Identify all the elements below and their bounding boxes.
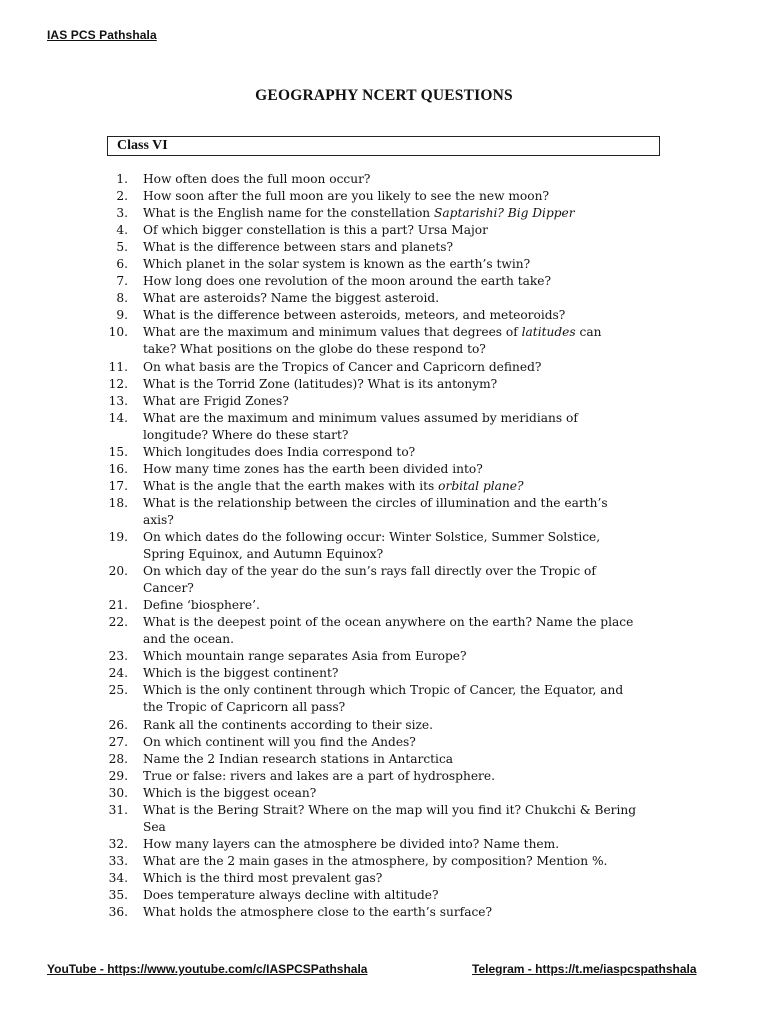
question-number: 30. bbox=[108, 785, 128, 800]
question-text-part: What is the difference between asteroids, meteors, and meteoroids? bbox=[143, 308, 566, 323]
question-text-part: What is the difference between stars and planets? bbox=[143, 240, 454, 255]
question-number: 32. bbox=[108, 836, 128, 851]
question-text bbox=[143, 240, 453, 254]
question-item bbox=[0, 290, 638, 307]
question-text bbox=[143, 854, 607, 868]
question-text-part: Which mountain range separates Asia from Europe? bbox=[143, 649, 467, 664]
question-text bbox=[143, 360, 541, 374]
question-item bbox=[0, 478, 638, 495]
question-text-part: On which dates do the following occur: Winter Solstice, Summer Solstice, Spring Equinox, and Autumn Equinox? bbox=[143, 529, 601, 562]
question-number: 17. bbox=[108, 478, 128, 493]
question-text bbox=[143, 479, 524, 493]
question-text bbox=[143, 189, 549, 203]
question-item bbox=[0, 597, 638, 614]
question-text bbox=[143, 752, 453, 766]
question-item bbox=[0, 853, 638, 870]
question-text bbox=[143, 888, 439, 902]
question-number: 4. bbox=[116, 223, 128, 238]
question-item bbox=[0, 904, 638, 921]
question-text-part: What are the maximum and minimum values that degrees of bbox=[143, 325, 522, 340]
question-text-part: How soon after the full moon are you likely to see the new moon? bbox=[143, 189, 549, 204]
question-item bbox=[0, 188, 638, 205]
question-text-part: Which planet in the solar system is known as the earth’s twin? bbox=[143, 257, 531, 272]
question-text bbox=[143, 445, 415, 459]
question-text bbox=[143, 394, 289, 408]
question-text-italic: latitudes bbox=[521, 325, 576, 340]
question-item bbox=[0, 887, 638, 904]
question-number: 25. bbox=[108, 683, 128, 698]
question-text-part: What is the Torrid Zone (latitudes)? What is its antonym? bbox=[143, 376, 498, 391]
question-item bbox=[0, 222, 638, 239]
question-item bbox=[0, 461, 638, 478]
question-text bbox=[143, 223, 488, 237]
question-item bbox=[0, 171, 638, 188]
section-label: Class VI bbox=[117, 138, 168, 153]
question-text bbox=[143, 530, 600, 561]
question-number: 20. bbox=[108, 564, 128, 579]
question-item bbox=[0, 751, 638, 768]
youtube-link[interactable]: YouTube - https://www.youtube.com/c/IASPCSPathshala bbox=[47, 962, 368, 976]
question-number: 28. bbox=[108, 751, 128, 766]
question-list bbox=[0, 171, 638, 921]
question-number: 12. bbox=[108, 376, 128, 391]
question-number: 11. bbox=[108, 359, 128, 374]
question-item bbox=[0, 682, 638, 716]
question-text-italic: Saptarishi? Big Dipper bbox=[434, 206, 575, 221]
question-text-part: Name the 2 Indian research stations in Antarctica bbox=[143, 751, 454, 766]
question-text-part: What is the deepest point of the ocean anywhere on the earth? Name the place and the ocean. bbox=[143, 615, 634, 647]
question-text-part: Does temperature always decline with altitude? bbox=[143, 887, 439, 902]
question-number: 13. bbox=[108, 393, 128, 408]
question-text bbox=[143, 598, 260, 612]
question-text-part: What is the Bering Strait? Where on the map will you find it? Chukchi & Bering Sea bbox=[143, 802, 637, 834]
question-text-part: Which is the biggest ocean? bbox=[143, 785, 317, 800]
question-text bbox=[143, 837, 559, 851]
question-text bbox=[143, 496, 608, 527]
question-number: 19. bbox=[108, 529, 128, 544]
question-item bbox=[0, 239, 638, 256]
question-number: 3. bbox=[116, 206, 128, 221]
question-number: 27. bbox=[108, 734, 128, 749]
question-text-part: What is the English name for the constellation bbox=[143, 206, 435, 221]
question-number: 35. bbox=[108, 887, 128, 902]
question-text bbox=[143, 325, 601, 356]
question-number: 18. bbox=[108, 495, 128, 510]
question-text bbox=[143, 871, 382, 885]
question-item bbox=[0, 393, 638, 410]
question-text bbox=[143, 803, 636, 834]
question-number: 34. bbox=[108, 870, 128, 885]
question-number: 2. bbox=[116, 189, 128, 204]
question-text bbox=[143, 462, 483, 476]
question-number: 16. bbox=[108, 461, 128, 476]
question-text bbox=[143, 257, 530, 271]
question-item bbox=[0, 307, 638, 324]
question-text-part: What are asteroids? Name the biggest asteroid. bbox=[143, 291, 440, 306]
question-text bbox=[143, 769, 495, 783]
page-title: GEOGRAPHY NCERT QUESTIONS bbox=[255, 87, 513, 104]
question-text-part: What is the angle that the earth makes with its bbox=[143, 478, 439, 493]
question-number: 15. bbox=[108, 444, 128, 459]
question-text-part: What are Frigid Zones? bbox=[143, 393, 289, 408]
question-text-part: Rank all the continents according to their size. bbox=[143, 717, 433, 732]
question-text bbox=[143, 735, 416, 749]
question-number: 29. bbox=[108, 768, 128, 783]
question-item bbox=[0, 734, 638, 751]
question-item bbox=[0, 648, 638, 665]
question-text-part: Which longitudes does India correspond to? bbox=[143, 444, 416, 459]
question-text bbox=[143, 905, 492, 919]
question-number: 14. bbox=[108, 410, 128, 425]
question-number: 31. bbox=[108, 802, 128, 817]
question-text-part: How many layers can the atmosphere be divided into? Name them. bbox=[143, 836, 560, 851]
question-item bbox=[0, 359, 638, 376]
telegram-link[interactable]: Telegram - https://t.me/iaspcspathshala bbox=[472, 962, 697, 976]
question-number: 26. bbox=[108, 717, 128, 732]
question-text bbox=[143, 308, 565, 322]
question-text bbox=[143, 377, 497, 391]
question-item bbox=[0, 768, 638, 785]
question-text-part: On which day of the year do the sun’s rays fall directly over the Tropic of Cancer? bbox=[143, 564, 596, 596]
question-text bbox=[143, 291, 439, 305]
question-item bbox=[0, 205, 638, 222]
question-text-part: On what basis are the Tropics of Cancer and Capricorn defined? bbox=[143, 359, 542, 374]
question-text bbox=[143, 274, 551, 288]
section-header-box bbox=[107, 136, 660, 156]
question-number: 22. bbox=[108, 615, 128, 630]
question-text-part: How many time zones has the earth been divided into? bbox=[143, 461, 483, 476]
question-item bbox=[0, 563, 638, 597]
question-item bbox=[0, 785, 638, 802]
question-text-part: True or false: rivers and lakes are a part of hydrosphere. bbox=[143, 768, 495, 783]
question-number: 21. bbox=[108, 598, 128, 613]
question-text-part: How often does the full moon occur? bbox=[143, 172, 371, 186]
question-number: 23. bbox=[108, 649, 128, 664]
question-text bbox=[143, 206, 575, 220]
question-item bbox=[0, 665, 638, 682]
question-text-part: What holds the atmosphere close to the earth’s surface? bbox=[143, 905, 493, 920]
question-text bbox=[143, 564, 596, 595]
question-number: 9. bbox=[116, 308, 128, 323]
question-number: 8. bbox=[116, 291, 128, 306]
question-item bbox=[0, 410, 638, 444]
question-text-part: Which is the only continent through which Tropic of Cancer, the Equator, and the Tropic of Capricorn all pass? bbox=[143, 683, 624, 715]
question-text-part: Of which bigger constellation is this a part? Ursa Major bbox=[143, 223, 488, 238]
question-text-part: can take? What positions on the globe do these respond to? bbox=[143, 325, 602, 357]
question-item bbox=[0, 256, 638, 273]
question-item bbox=[0, 836, 638, 853]
question-text-part: Define ‘biosphere’. bbox=[143, 598, 260, 613]
question-text-part: Which is the third most prevalent gas? bbox=[143, 870, 383, 885]
question-text-part: Which is the biggest continent? bbox=[143, 666, 339, 681]
question-item bbox=[0, 495, 638, 529]
question-text bbox=[143, 666, 338, 680]
question-item bbox=[0, 444, 638, 461]
question-number: 33. bbox=[108, 853, 128, 868]
question-text-italic: orbital plane? bbox=[438, 478, 524, 493]
question-text-part: How long does one revolution of the moon around the earth take? bbox=[143, 274, 552, 289]
question-number: 5. bbox=[116, 240, 128, 255]
question-number: 10. bbox=[108, 325, 128, 340]
question-item bbox=[0, 717, 638, 734]
question-text bbox=[143, 683, 623, 714]
question-item bbox=[0, 376, 638, 393]
question-item bbox=[0, 273, 638, 290]
question-text bbox=[143, 649, 467, 663]
header-brand: IAS PCS Pathshala bbox=[47, 28, 157, 42]
question-text-part: On which continent will you find the Andes? bbox=[143, 734, 416, 749]
question-item bbox=[0, 870, 638, 887]
question-number: 6. bbox=[116, 257, 128, 272]
question-number: 24. bbox=[108, 666, 128, 681]
question-number: 36. bbox=[108, 905, 128, 920]
question-item bbox=[0, 529, 638, 563]
question-text bbox=[143, 615, 633, 646]
question-number: 1. bbox=[116, 172, 128, 186]
question-number: 7. bbox=[116, 274, 128, 289]
question-item bbox=[0, 324, 638, 358]
question-text-part: What are the maximum and minimum values assumed by meridians of longitude? Where do these start? bbox=[143, 410, 578, 442]
question-text bbox=[143, 411, 578, 442]
question-text bbox=[143, 786, 316, 800]
question-text-part: What is the relationship between the circles of illumination and the earth’s axis? bbox=[143, 495, 608, 527]
question-item bbox=[0, 802, 638, 836]
question-text-part: What are the 2 main gases in the atmosphere, by composition? Mention %. bbox=[143, 853, 608, 868]
question-text bbox=[143, 172, 370, 186]
question-text bbox=[143, 718, 433, 732]
question-item bbox=[0, 614, 638, 648]
